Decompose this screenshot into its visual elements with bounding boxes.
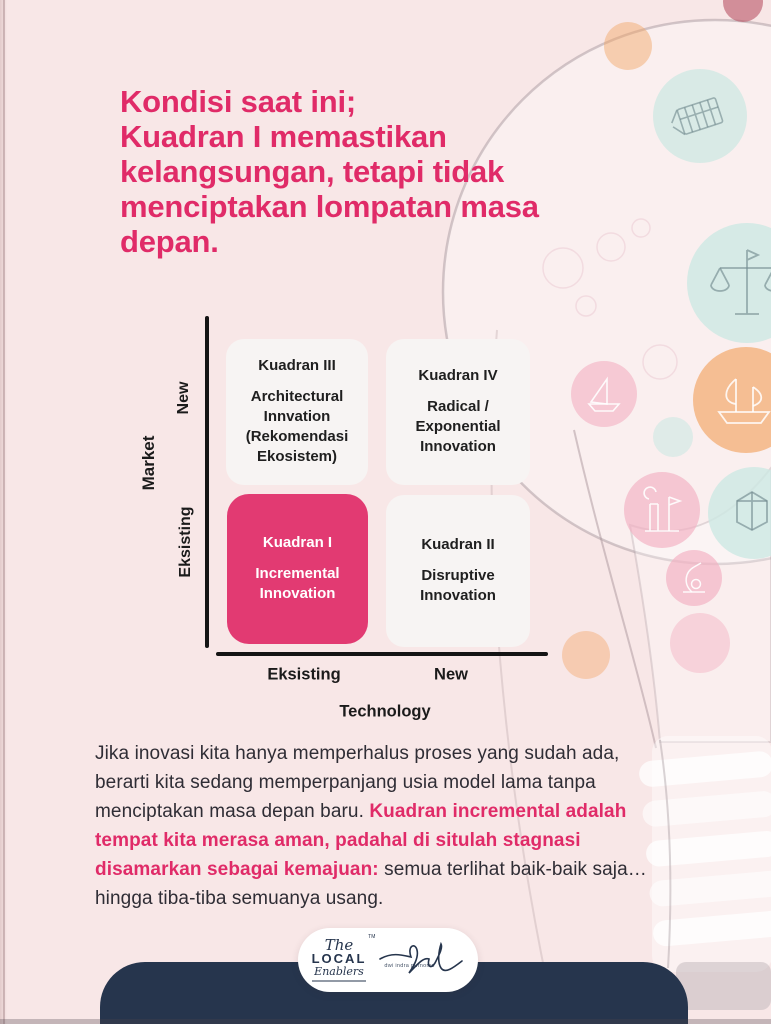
logo-word-the: The (324, 936, 354, 954)
page-edge-bottom (0, 1019, 771, 1024)
y-axis-line (205, 316, 209, 648)
page-title (120, 84, 660, 259)
paragraph-text: menciptakan masa depan baru. (95, 801, 370, 822)
quadrant-body: Architectural Innvation (Rekomendasi Ekosistem) (245, 388, 349, 465)
signature-caption: dwi indra purnomo (384, 962, 435, 969)
quadrant-title: Kuadran II (421, 536, 495, 553)
paragraph-line (95, 797, 735, 826)
paragraph-emphasis-text: disamarkan sebagai kemajuan: (95, 859, 379, 880)
logo-tagline (312, 980, 366, 982)
paragraph-text: hingga tiba-tiba semuanya usang. (95, 888, 384, 909)
decor-circle-maroon (723, 0, 763, 22)
x-axis-tick-new: New (434, 665, 468, 684)
signature-logo (378, 941, 464, 980)
logo-badge (298, 928, 478, 992)
heading-line: kelangsungan, tetapi tidak (120, 154, 505, 189)
dip-signature-icon (378, 941, 464, 975)
monument-icon (624, 472, 700, 548)
heading-line: Kondisi saat ini; (120, 84, 357, 119)
bulb-contact (676, 962, 771, 1010)
x-axis-line (216, 652, 548, 656)
local-enablers-logo (311, 934, 376, 982)
paragraph-line (95, 768, 735, 797)
decor-circle-pink-faint (670, 613, 730, 673)
quadrant-kuadran-iii (226, 339, 368, 485)
quadrant-body: Disruptive Innovation (420, 567, 496, 604)
quadrant-title: Kuadran III (258, 357, 336, 374)
microscope-icon (666, 550, 722, 606)
heading-line: Kuadran I memastikan (120, 119, 447, 154)
decor-circle-mint (653, 417, 693, 457)
trademark-symbol: TM (368, 934, 376, 940)
y-axis-label: Market (139, 435, 158, 491)
paragraph-emphasis-text: Kuadran incremental adalah (369, 801, 627, 822)
decor-circle-orange-small (562, 631, 610, 679)
y-axis-tick-eksisting: Eksisting (177, 506, 194, 578)
paragraph-line (95, 739, 735, 768)
decor-circle-orange (604, 22, 652, 70)
quadrant-title: Kuadran IV (418, 367, 498, 384)
paragraph-line (95, 826, 735, 855)
quadrant-body: Radical / Exponential Innovation (415, 398, 501, 455)
page-edge-line (3, 0, 5, 1024)
logo-word-enablers: Enablers (314, 965, 364, 978)
quadrant-title: Kuadran I (262, 534, 333, 551)
paragraph-emphasis-text: tempat kita merasa aman, padahal di situlah stagnasi (95, 830, 581, 851)
paragraph-line (95, 855, 735, 884)
cart-icon (653, 69, 747, 163)
x-axis-tick-eksisting: Eksisting (267, 665, 341, 684)
x-axis-label: Technology (339, 702, 431, 721)
paragraph-line (95, 884, 735, 913)
y-axis-tick-new: New (175, 381, 192, 415)
sailboat-icon (571, 361, 637, 427)
logo-word-local: LOCAL (311, 951, 367, 966)
heading-line: depan. (120, 224, 219, 259)
paragraph-text: semua terlihat baik-baik saja… (378, 859, 647, 880)
paragraph-text: Jika inovasi kita hanya memperhalus proses yang sudah ada, (95, 743, 620, 764)
heading-line: menciptakan lompatan masa (120, 189, 539, 224)
quadrant-body: Incremental Innovation (255, 565, 340, 602)
body-paragraph (95, 739, 735, 913)
quadrant-kuadran-i-highlighted (227, 494, 368, 644)
paragraph-text: berarti kita sedang memperpanjang usia model lama tanpa (95, 772, 596, 793)
quadrant-kuadran-ii (386, 495, 530, 647)
quadrant-kuadran-iv (386, 339, 530, 485)
